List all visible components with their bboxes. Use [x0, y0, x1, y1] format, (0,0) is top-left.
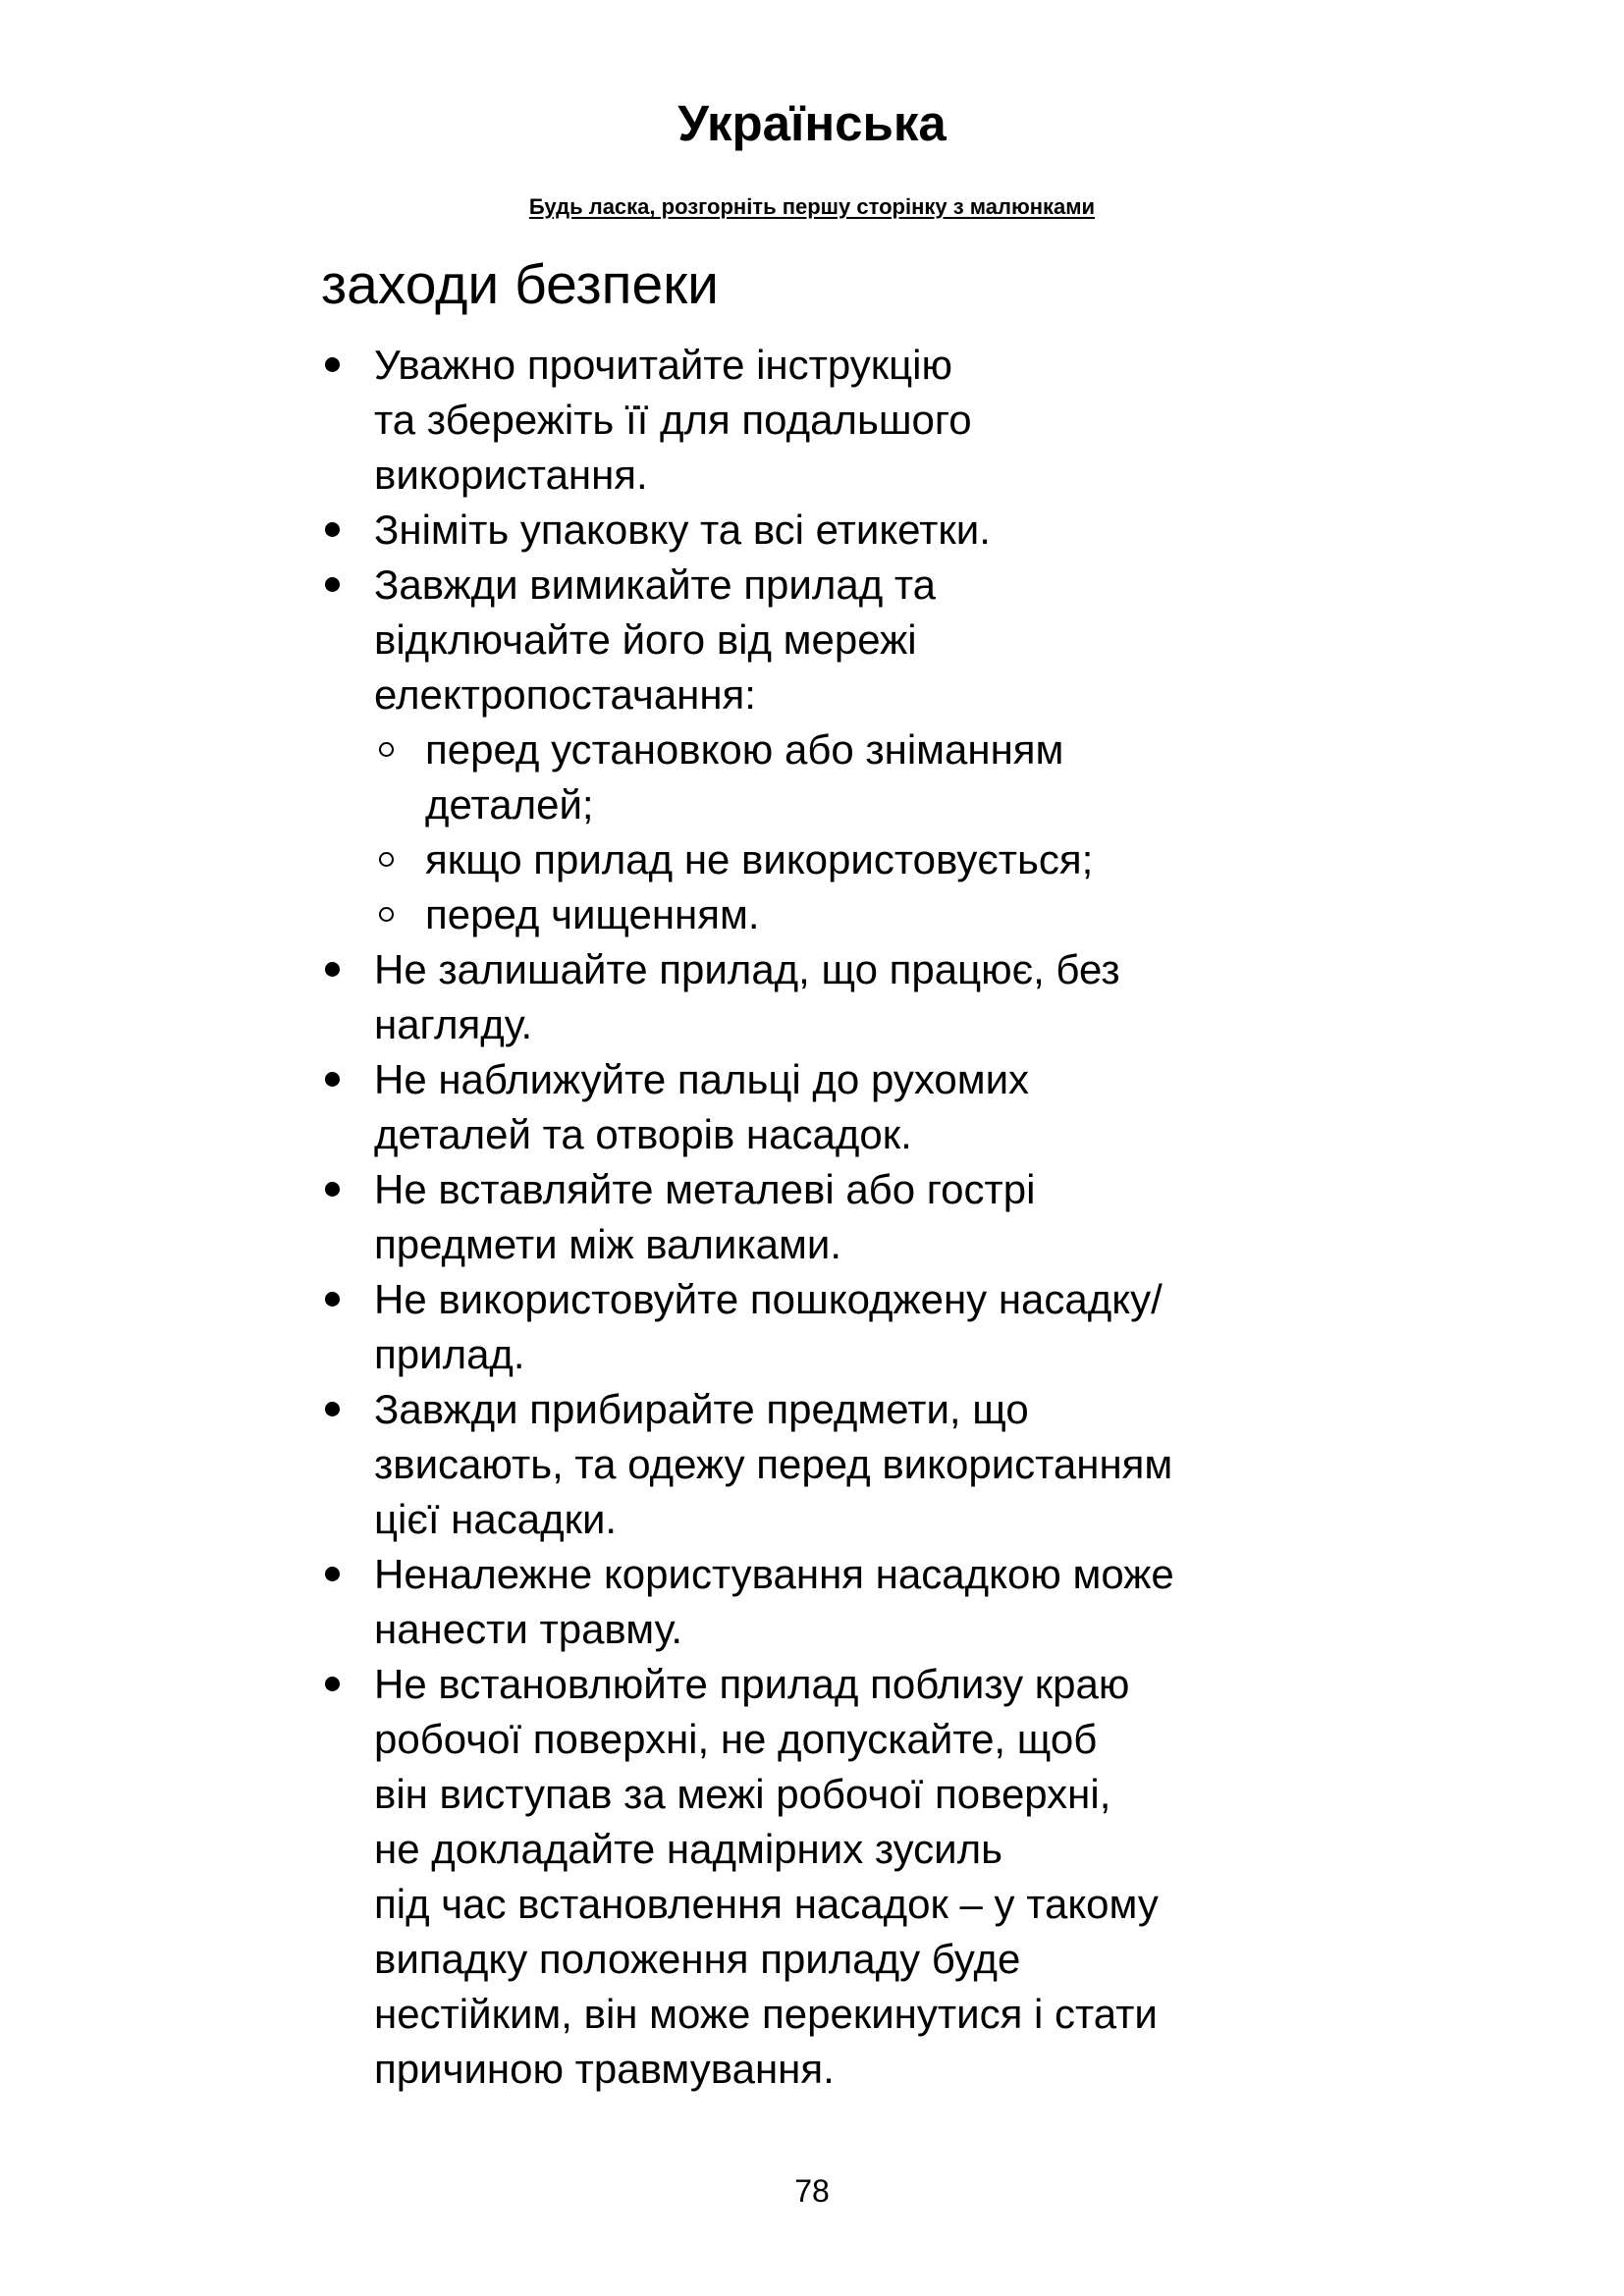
- sub-list-item: [374, 832, 1362, 887]
- list-item: [321, 1052, 1362, 1162]
- bullet-icon: [325, 1677, 340, 1691]
- list-item: [321, 1657, 1362, 2097]
- list-item: [321, 1272, 1362, 1382]
- safety-list: [321, 338, 1362, 2097]
- hollow-bullet-icon: [379, 907, 394, 922]
- sub-list-item-text: якщо прилад не використовується;: [425, 836, 1094, 882]
- list-item: [321, 558, 1362, 942]
- page-title: Українська: [677, 95, 947, 151]
- list-item: [321, 503, 1362, 558]
- bullet-icon: [325, 1402, 340, 1416]
- list-item: [321, 1162, 1362, 1272]
- list-item: [321, 1547, 1362, 1657]
- bullet-icon: [325, 1292, 340, 1307]
- list-item-text: Не залишайте прилад, що працює, без нагляду.: [374, 946, 1120, 1047]
- sub-list-item-text: перед чищенням.: [425, 891, 760, 937]
- list-item-text: Завжди вимикайте прилад та відключайте його від мережі електропостачання:: [374, 561, 937, 718]
- list-item: [321, 942, 1362, 1052]
- hollow-bullet-icon: [379, 742, 394, 757]
- list-item-text: Не встановлюйте прилад поблизу краю робочої поверхні, не допускайте, щоб він виступав за межі робочої поверхні, не докладайте надмірних зусиль під час встановлення насадок – у такому випадку положення приладу буде нестійким, він може перекинутися і стати причиною травмування.: [374, 1661, 1159, 2092]
- instruction-note: [0, 193, 1624, 221]
- page-number: 78: [794, 2173, 830, 2209]
- bullet-icon: [325, 1182, 340, 1197]
- list-item-text: Не наближуйте пальці до рухомих деталей та отворів насадок.: [374, 1056, 1030, 1157]
- hollow-bullet-icon: [379, 852, 394, 867]
- section-title: заходи безпеки: [321, 253, 720, 316]
- list-item: [321, 338, 1362, 503]
- bullet-icon: [325, 962, 340, 977]
- bullet-icon: [325, 1072, 340, 1087]
- list-item-text: Завжди прибирайте предмети, що звисають, та одежу перед використанням цієї насадки.: [374, 1386, 1173, 1542]
- bullet-icon: [325, 1567, 340, 1581]
- sub-list-item: [374, 722, 1362, 832]
- bullet-icon: [325, 577, 340, 592]
- list-item-text: Неналежне користування насадкою може нанести травму.: [374, 1551, 1174, 1652]
- list-item: [321, 1382, 1362, 1547]
- instruction-note-text: Будь ласка, розгорніть першу сторінку з малюнками: [528, 194, 1096, 219]
- list-item-text: Уважно прочитайте інструкцію та збережіть її для подальшого використання.: [374, 342, 972, 498]
- bullet-icon: [325, 522, 340, 537]
- sub-list: [374, 722, 1362, 942]
- bullet-icon: [325, 357, 340, 372]
- sub-list-item: [374, 887, 1362, 942]
- list-item-text: Не використовуйте пошкоджену насадку/ прилад.: [374, 1276, 1163, 1377]
- list-item-text: Не вставляйте металеві або гострі предмети між валиками.: [374, 1166, 1036, 1267]
- sub-list-item-text: перед установкою або зніманням деталей;: [425, 726, 1064, 828]
- list-item-text: Зніміть упаковку та всі етикетки.: [374, 507, 991, 553]
